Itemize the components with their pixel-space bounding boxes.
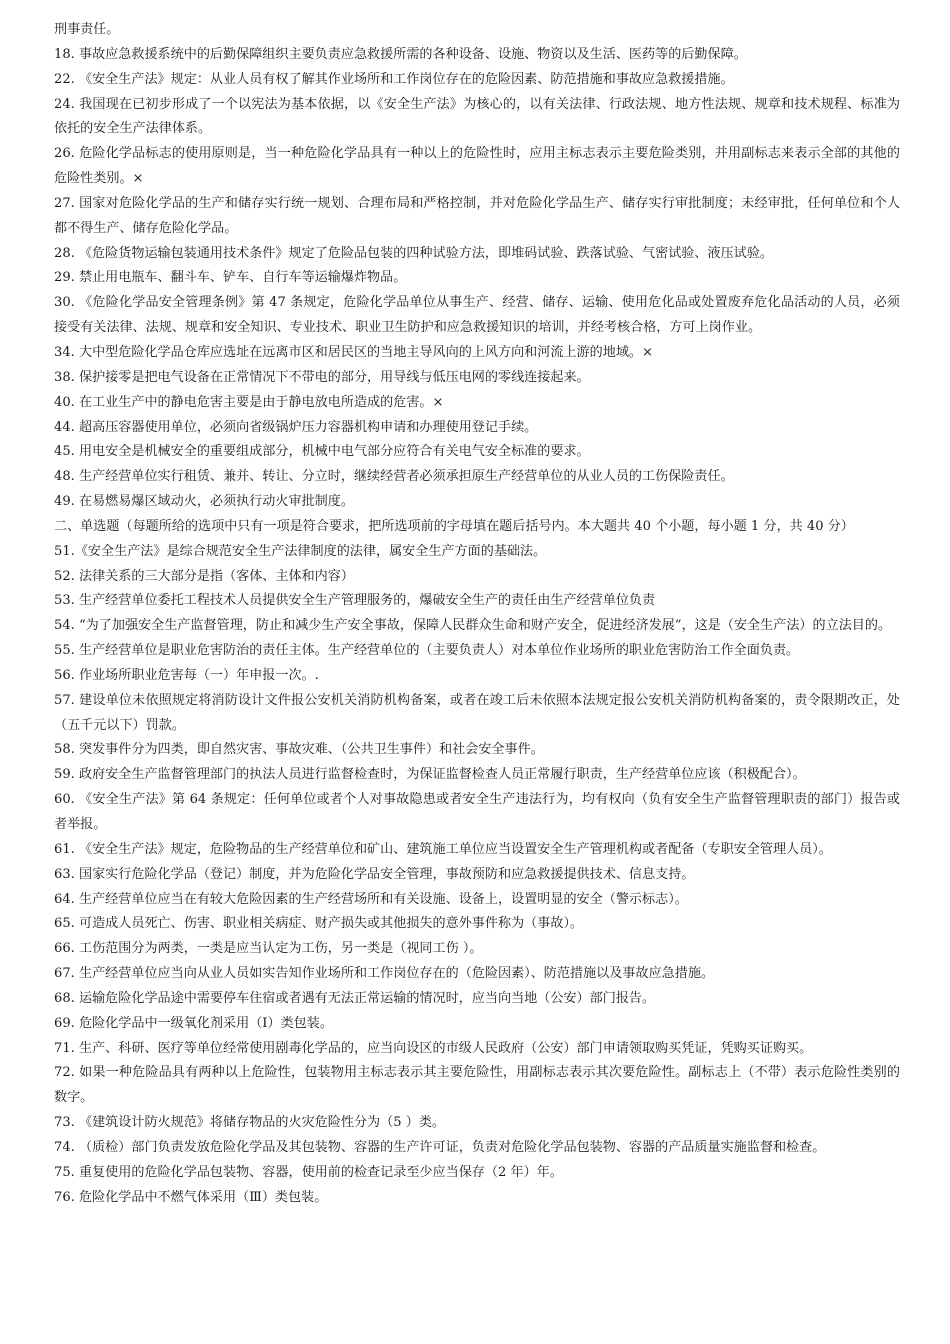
paragraph: 57. 建设单位未依照规定将消防设计文件报公安机关消防机构备案，或者在竣工后未依照本法规定报公安机关消防机构备案的，责令限期改正，处（五千元以下）罚款。 [54, 692, 900, 733]
paragraph: 40. 在工业生产中的静电危害主要是由于静电放电所造成的危害。× [54, 394, 444, 410]
paragraph: 67. 生产经营单位应当向从业人员如实告知作业场所和工作岗位存在的（危险因素）、防范措施以及事故应急措施。 [54, 966, 715, 982]
paragraph: 26. 危险化学品标志的使用原则是，当一种危险化学品具有一种以上的危险性时，应用主标志表示主要危险类别，并用副标志来表示全部的其他的危险性类别。× [54, 146, 900, 187]
paragraph: 53. 生产经营单位委托工程技术人员提供安全生产管理服务的，爆破安全生产的责任由生产经营单位负责 [54, 593, 656, 609]
paragraph: 59. 政府安全生产监督管理部门的执法人员进行监督检查时，为保证监督检查人员正常履行职责，生产经营单位应该（积极配合）。 [54, 767, 806, 783]
paragraph: 52. 法律关系的三大部分是指（客体、主体和内容） [54, 568, 354, 584]
paragraph: 49. 在易燃易爆区域动火，必须执行动火审批制度。 [54, 494, 354, 510]
paragraph: 刑事责任。 [54, 22, 120, 37]
paragraph: 24. 我国现在已初步形成了一个以宪法为基本依据，以《安全生产法》为核心的，以有关法律、行政法规、地方性法规、规章和技术规程、标准为依托的安全生产法律体系。 [54, 96, 900, 137]
paragraph: 51.《安全生产法》是综合规范安全生产法律制度的法律，属安全生产方面的基础法。 [54, 543, 547, 559]
paragraph: 55. 生产经营单位是职业危害防治的责任主体。生产经营单位的（主要负责人）对本单位作业场所的职业危害防治工作全面负责。 [54, 643, 800, 659]
paragraph: 65. 可造成人员死亡、伤害、职业相关病症、财产损失或其他损失的意外事件称为（事故）。 [54, 916, 584, 932]
paragraph: 72. 如果一种危险品具有两种以上危险性，包装物用主标志表示其主要危险性，用副标志表示其次要危险性。副标志上（不带）表示危险性类别的数字。 [54, 1065, 900, 1106]
section-heading: 二、单选题（每题所给的选项中只有一项是符合要求，把所选项前的字母填在题后括号内。本大题共 40 个小题，每小题 1 分，共 40 分） [54, 518, 854, 534]
paragraph: 48. 生产经营单位实行租赁、兼并、转让、分立时，继续经营者必须承担原生产经营单位的从业人员的工伤保险责任。 [54, 469, 734, 485]
paragraph: 27. 国家对危险化学品的生产和储存实行统一规划、合理布局和严格控制，并对危险化学品生产、储存实行审批制度；未经审批，任何单位和个人都不得生产、储存危险化学品。 [54, 195, 900, 236]
paragraph: 56. 作业场所职业危害每（一）年申报一次。. [54, 667, 319, 683]
paragraph: 74. （质检）部门负责发放危险化学品及其包装物、容器的生产许可证，负责对危险化学品包装物、容器的产品质量实施监督和检查。 [54, 1139, 826, 1155]
paragraph: 71. 生产、科研、医疗等单位经常使用剧毒化学品的，应当向设区的市级人民政府（公安）部门申请领取购买凭证，凭购买证购买。 [54, 1040, 813, 1056]
paragraph: 34. 大中型危险化学品仓库应选址在远离市区和居民区的当地主导风向的上风方向和河流上游的地域。× [54, 344, 653, 360]
paragraph: 44. 超高压容器使用单位，必须向省级锅炉压力容器机构申请和办理使用登记手续。 [54, 419, 538, 435]
paragraph: 29. 禁止用电瓶车、翻斗车、铲车、自行车等运输爆炸物品。 [54, 270, 407, 286]
paragraph: 28. 《危险货物运输包装通用技术条件》规定了危险品包装的四种试验方法，即堆码试验、跌落试验、气密试验、液压试验。 [54, 245, 773, 261]
paragraph: 75. 重复使用的危险化学品包装物、容器，使用前的检查记录至少应当保存（2 年）年。 [54, 1164, 563, 1180]
paragraph: 60. 《安全生产法》第 64 条规定：任何单位或者个人对事故隐患或者安全生产违法行为，均有权向（负有安全生产监督管理职责的部门）报告或者举报。 [54, 792, 900, 832]
paragraph: 18. 事故应急救援系统中的后勤保障组织主要负责应急救援所需的各种设备、设施、物资以及生活、医药等的后勤保障。 [54, 46, 747, 62]
paragraph: 61. 《安全生产法》规定，危险物品的生产经营单位和矿山、建筑施工单位应当设置安全生产管理机构或者配备（专职安全管理人员）。 [54, 841, 832, 857]
paragraph: 69. 危险化学品中一级氧化剂采用（Ⅰ）类包装。 [54, 1015, 333, 1031]
paragraph: 30. 《危险化学品安全管理条例》第 47 条规定，危险化学品单位从事生产、经营、储存、运输、使用危化品或处置废弃危化品活动的人员，必须接受有关法律、法规、规章和安全知识、专业技术、职业卫生防护和应急救援知识的培训，并经考核合格，方可上岗作业。 [54, 295, 900, 336]
paragraph: 54. “为了加强安全生产监督管理，防止和减少生产安全事故，保障人民群众生命和财产安全，促进经济发展”，这是（安全生产法）的立法目的。 [54, 618, 892, 634]
paragraph: 73. 《建筑设计防火规范》将储存物品的火灾危险性分为（5 ）类。 [54, 1115, 446, 1131]
paragraph: 68. 运输危险化学品途中需要停车住宿或者遇有无法正常运输的情况时，应当向当地（公安）部门报告。 [54, 990, 656, 1006]
paragraph: 58. 突发事件分为四类，即自然灾害、事故灾难、（公共卫生事件）和社会安全事件。 [54, 742, 544, 758]
paragraph: 38. 保护接零是把电气设备在正常情况下不带电的部分，用导线与低压电网的零线连接起来。 [54, 369, 590, 385]
paragraph: 66. 工伤范围分为两类，一类是应当认定为工伤，另一类是（视同工伤 ）。 [54, 941, 483, 957]
paragraph: 45. 用电安全是机械安全的重要组成部分，机械中电气部分应符合有关电气安全标准的要求。 [54, 444, 590, 460]
paragraph: 63. 国家实行危险化学品（登记）制度，并为危险化学品安全管理，事故预防和应急救援提供技术、信息支持。 [54, 866, 695, 882]
document-page [54, 18, 900, 1211]
paragraph: 22. 《安全生产法》规定：从业人员有权了解其作业场所和工作岗位存在的危险因素、防范措施和事故应急救援措施。 [54, 71, 734, 87]
paragraph: 64. 生产经营单位应当在有较大危险因素的生产经营场所和有关设施、设备上，设置明显的安全（警示标志）。 [54, 891, 688, 907]
paragraph: 76. 危险化学品中不燃气体采用（Ⅲ）类包装。 [54, 1189, 328, 1205]
